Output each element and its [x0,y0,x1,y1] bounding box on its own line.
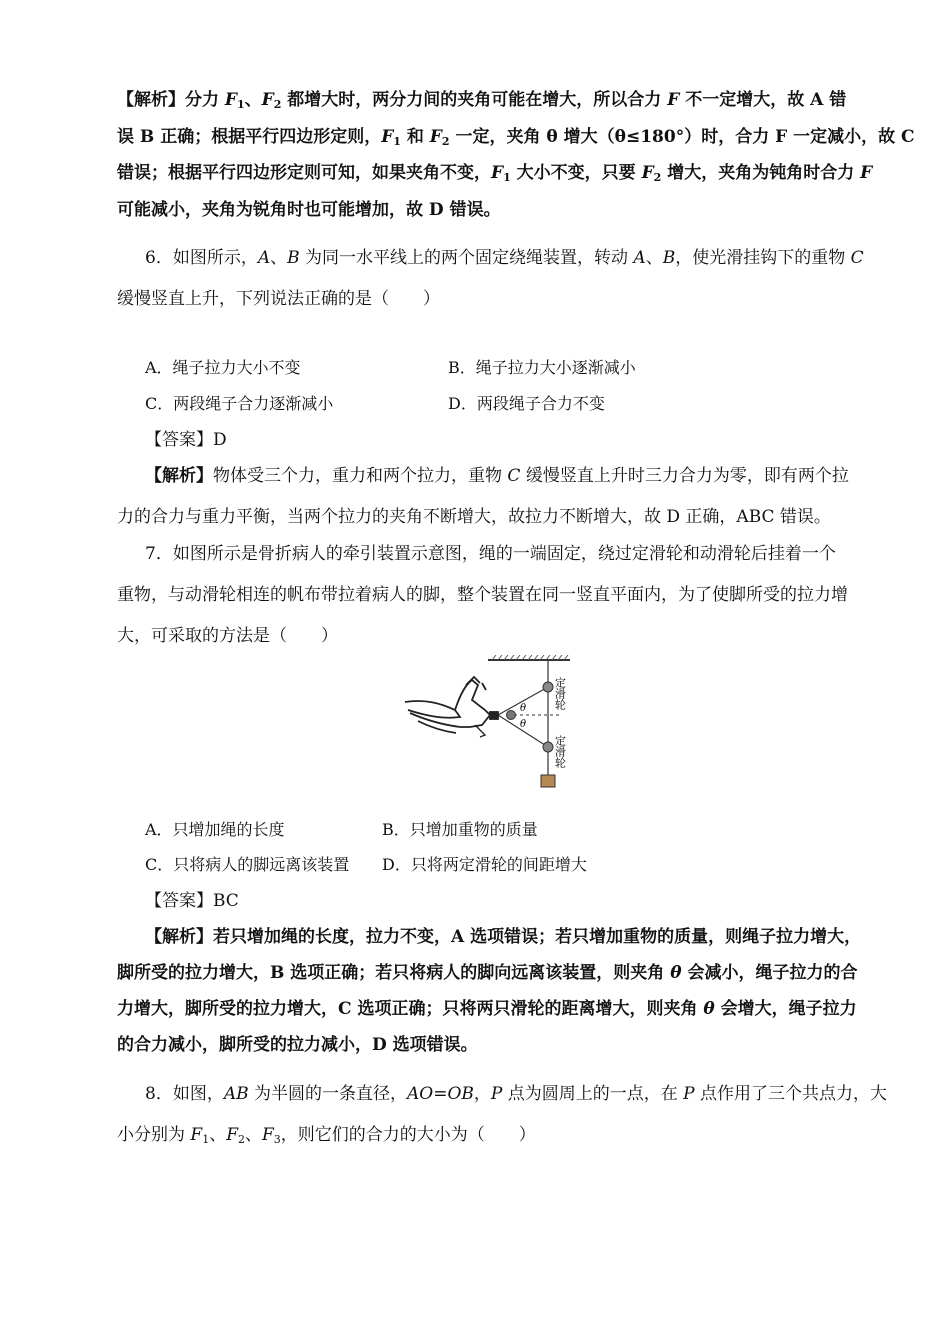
q5-explanation-line-2: 误 B 正确；根据平行四边形定则，$F_1$ 和 $F_2$ 一定，夹角 θ 增大（θ≤180°）时，合力 F 一定减小，故 C [117,127,915,148]
fixed-pulley-label-bottom: 定滑轮 [553,735,567,768]
q6-option-d[interactable]: D．两段绳子合力不变 [448,394,605,413]
theta-label-bottom: θ [520,719,527,730]
q7-option-a[interactable]: A．只增加绳的长度 [145,820,285,839]
fixed-pulley-top [543,682,553,692]
theta-label-top: θ [520,703,527,714]
q6-option-b[interactable]: B．绳子拉力大小逐渐减小 [448,358,636,377]
explanation-label: 【解析】 [145,927,213,947]
q7-option-d[interactable]: D．只将两定滑轮的间距增大 [382,855,587,874]
fixed-pulley-label-top: 定滑轮 [553,677,567,710]
traction-device-diagram [400,655,580,790]
q6-question-line-1: 6．如图所示，A、B 为同一水平线上的两个固定绕绳装置，转动 A、B，使光滑挂钩下的重物 C [145,248,864,268]
explanation-label: 【解析】 [117,90,185,110]
q7-question-line-2: 重物，与动滑轮相连的帆布带拉着病人的脚，整个装置在同一竖直平面内，为了使脚所受的拉力增 [117,585,848,605]
q7-explanation-line-3: 力增大，脚所受的拉力增大，C 选项正确；只将两只滑轮的距离增大，则夹角 θ 会增大，绳子拉力 [117,999,857,1019]
q8-question-line-1: 8．如图，AB 为半圆的一条直径，AO=OB，P 点为圆周上的一点，在 P 点作用了三个共点力，大 [145,1084,888,1104]
q7-answer: 【答案】BC [145,891,239,911]
fixed-pulley-bottom [543,742,553,752]
moving-pulley [507,711,516,720]
q5-explanation-line-4: 可能减小，夹角为锐角时也可能增加，故 D 错误。 [117,200,501,220]
q6-answer: 【答案】D [145,430,227,450]
weight-block [541,775,555,787]
q6-explanation-line-2: 力的合力与重力平衡，当两个拉力的夹角不断增大，故拉力不断增大，故 D 正确，ABC 错误。 [117,507,831,527]
q5-explanation-line-3: 错误；根据平行四边形定则可知，如果夹角不变，$F_1$ 大小不变，只要 $F_2$ 增大，夹角为钝角时合力 F [117,163,873,184]
q7-explanation-line-1: 【解析】若只增加绳的长度，拉力不变，A 选项错误；若只增加重物的质量，则绳子拉力增大， [145,927,862,947]
q6-option-a[interactable]: A．绳子拉力大小不变 [145,358,301,377]
q7-option-c[interactable]: C．只将病人的脚远离该装置 [145,855,350,874]
q6-question-line-2: 缓慢竖直上升，下列说法正确的是（ ） [117,289,440,309]
foot-sketch [405,677,498,737]
q7-explanation-line-4: 的合力减小，脚所受的拉力减小，D 选项错误。 [117,1035,478,1055]
q5-explanation-line-1: 【解析】分力 $F_1$、$F_2$ 都增大时，两分力间的夹角可能在增大，所以合力 F 不一定增大，故 A 错 [117,90,847,111]
q7-option-b[interactable]: B．只增加重物的质量 [382,820,538,839]
q6-option-c[interactable]: C．两段绳子合力逐渐减小 [145,394,334,413]
ceiling-hatch [488,655,570,660]
q7-explanation-line-2: 脚所受的拉力增大，B 选项正确；若只将病人的脚向远离该装置，则夹角 θ 会减小，绳子拉力的合 [117,963,858,983]
q8-question-line-2: 小分别为 $F_1$、$F_2$、$F_3$，则它们的合力的大小为（ ） [117,1125,536,1146]
q7-question-line-1: 7．如图所示是骨折病人的牵引装置示意图，绳的一端固定，绕过定滑轮和动滑轮后挂着一个 [145,544,836,564]
explanation-label: 【解析】 [145,466,213,486]
q6-explanation-line-1: 【解析】物体受三个力，重力和两个拉力，重物 C 缓慢竖直上升时三力合力为零，即有两个拉 [145,466,849,486]
q7-question-line-3: 大，可采取的方法是（ ） [117,626,338,646]
